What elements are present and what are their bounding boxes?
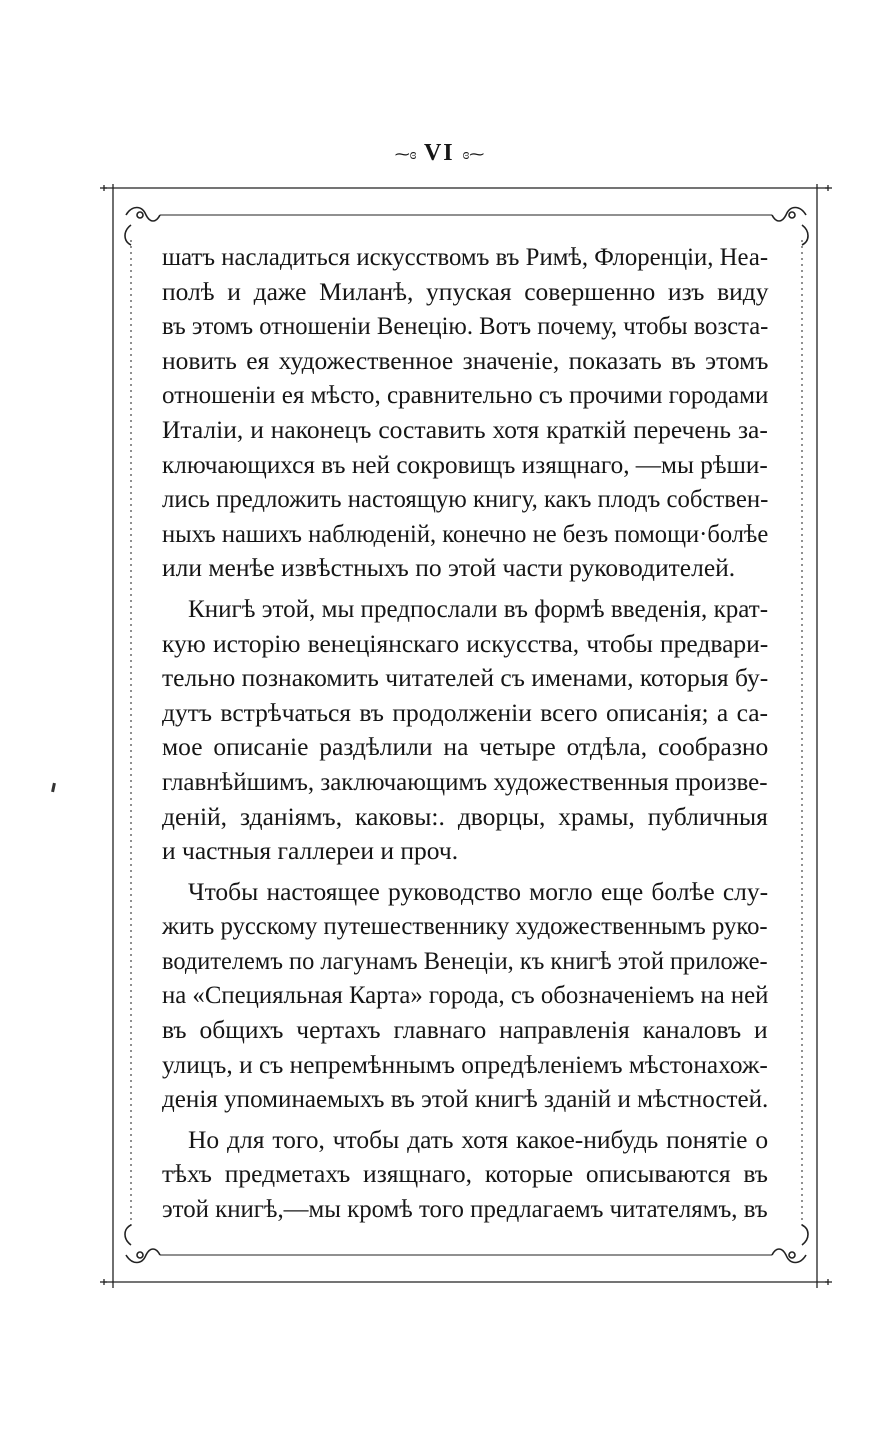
text-line: жить русскому путешественнику художественнымъ руко- — [162, 911, 768, 941]
text-line: ключающихся въ ней сокровищъ изящнаго, —мы рѣши- — [162, 449, 768, 479]
text-line: полѣ и даже Миланѣ, упуская совершенно изъ виду — [162, 276, 769, 306]
text-line: въ общихъ чертахъ главнаго направленія каналовъ и — [162, 1015, 768, 1045]
paragraph — [162, 592, 768, 869]
text-line: водителемъ по лагунамъ Венеціи, къ книгѣ этой приложе- — [162, 945, 768, 975]
text-line: улицъ, и съ непремѣннымъ опредѣленіемъ мѣстонахож- — [162, 1049, 768, 1079]
text-line: этой книгѣ,—мы кромѣ того предлагаемъ читателямъ, въ — [162, 1194, 768, 1224]
header-ornament-right: ɞ⁓ — [462, 146, 485, 163]
page-number: VI — [423, 140, 455, 166]
text-line: отношеніи ея мѣсто, сравнительно съ прочими городами — [162, 380, 769, 410]
text-line: лись предложить настоящую книгу, какъ плодъ собствен- — [162, 484, 769, 514]
text-line: деній, зданіямъ, каковы:. дворцы, храмы, публичныя — [162, 801, 768, 831]
text-line: или менѣе извѣстныхъ по этой части руководителей. — [162, 553, 736, 583]
text-line: новить ея художественное значеніе, показать въ этомъ — [162, 345, 769, 375]
text-line: Италіи, и наконецъ составить хотя краткій перечень за- — [162, 414, 768, 444]
text-line: на «Специяльная Карта» города, съ обозначеніемъ на ней — [162, 980, 769, 1010]
text-line: Чтобы настоящее руководство могло еще болѣе слу- — [188, 876, 769, 906]
text-line: мое описаніе раздѣлили на четыре отдѣла, сообразно — [162, 732, 769, 762]
text-line: тельно познакомить читателей съ именами, которыя бу- — [162, 663, 769, 693]
text-line: и частныя галлереи и проч. — [162, 836, 459, 866]
paragraph — [162, 875, 768, 1117]
body-text — [162, 240, 768, 1227]
text-line: денія упоминаемыхъ въ этой книгѣ зданій и мѣстностей. — [162, 1084, 769, 1114]
text-line: Но для того, чтобы дать хотя какое-нибудь понятіе о — [188, 1124, 769, 1154]
text-line: дутъ встрѣчаться въ продолженіи всего описанія; а са- — [162, 697, 769, 727]
text-line: кую исторію венеціянскаго искусства, чтобы предвари- — [162, 628, 769, 658]
text-line: главнѣйшимъ, заключающимъ художественныя произве- — [162, 766, 768, 796]
paragraph — [162, 1123, 768, 1227]
text-line: въ этомъ отношеніи Венецію. Вотъ почему, чтобы возста- — [162, 311, 769, 341]
text-line: шатъ насладиться искусствомъ въ Римѣ, Флоренціи, Неа- — [162, 242, 769, 271]
header-ornament-left: ⁓ɞ — [394, 146, 417, 163]
text-line: тѣхъ предметахъ изящнаго, которые описываются въ — [162, 1159, 768, 1189]
text-line: Книгѣ этой, мы предпослали въ формѣ введенія, крат- — [188, 593, 769, 623]
text-line: ныхъ нашихъ наблюденій, конечно не безъ помощи·болѣе — [162, 518, 769, 548]
paragraph — [162, 240, 768, 586]
